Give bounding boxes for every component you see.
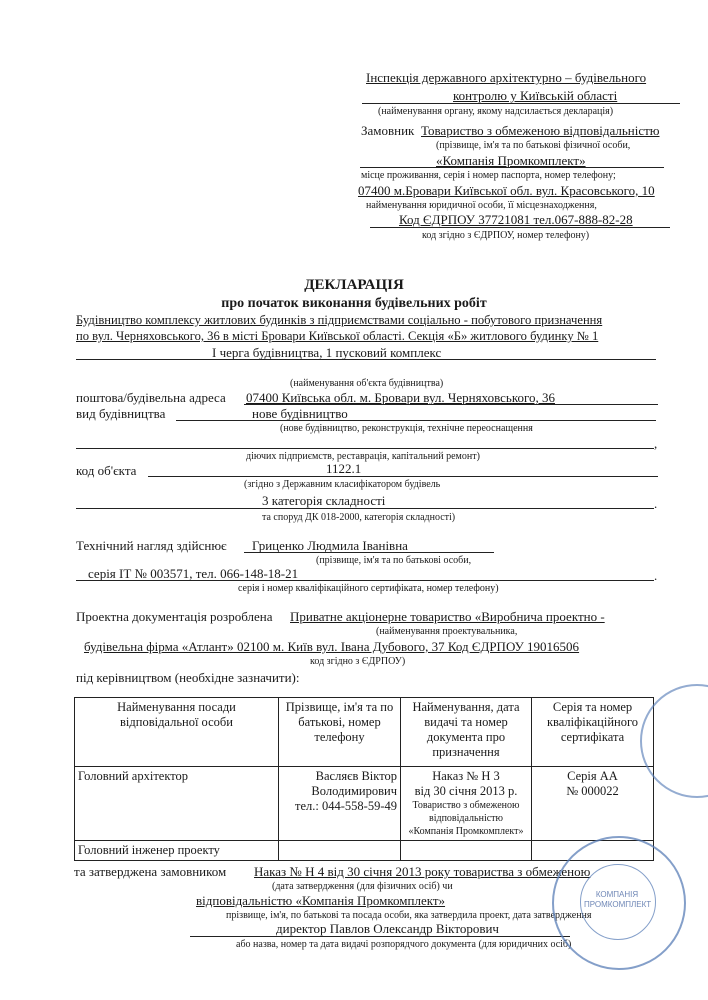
stamp-text: КОМПАНІЯ ПРОМКОМПЛЕКТ (584, 890, 652, 909)
object-line2: по вул. Черняховського, 36 в місті Бровари Київської області. Секція «Б» житлового будинку № 1 (76, 329, 599, 343)
table-header-position: Найменування посади відповідальної особи (75, 698, 279, 767)
kind-label: вид будівництва (76, 406, 166, 421)
supervision-value: Гриценко Людмила Іванівна (252, 538, 408, 553)
supervision-label: Технічний нагляд здійснює (76, 538, 227, 553)
project-guidance: під керівництвом (необхідне зазначити): (76, 670, 300, 685)
code-value: 1122.1 (326, 461, 362, 476)
postal-value: 07400 Київська обл. м. Бровари вул. Черняховського, 36 (246, 390, 555, 405)
category-value: 3 категорія складності (262, 493, 386, 508)
row1-phone: тел.: 044-558-59-49 (295, 799, 397, 813)
underline (148, 476, 658, 477)
table-header-name: Прізвище, ім'я та по батькові, номер телефону (279, 698, 401, 767)
object-line3: І черга будівництва, 1 пусковий комплекс (212, 345, 442, 360)
row1-doc2: від 30 січня 2013 р. (414, 784, 518, 798)
underline (190, 936, 570, 937)
row1-doc3: Товариство з обмеженою (412, 800, 520, 811)
postal-label: поштова/будівельна адреса (76, 390, 226, 405)
authority-line1: Інспекція державного архітектурно – будівельного (366, 70, 647, 85)
supervision-hint2: серія і номер кваліфікаційного сертифіката, номер телефону) (238, 583, 499, 594)
doc-subtitle: про початок виконання будівельних робіт (221, 296, 487, 311)
project-value2: будівельна фірма «Атлант» 02100 м. Київ вул. Івана Дубового, 37 Код ЄДРПОУ 19016506 (84, 639, 580, 654)
comma: , (654, 436, 658, 451)
table-header-document: Найменування, дата видачі та номер документа про призначення (401, 698, 532, 767)
customer-value2: «Компанія Промкомплект» (436, 153, 586, 168)
row1-document-cell (401, 767, 532, 841)
supervision-cert: серія ІТ № 003571, тел. 066-148-18-21 (88, 566, 299, 581)
doc-title: ДЕКЛАРАЦІЯ (304, 277, 404, 293)
underline (76, 580, 654, 581)
approval-hint2: прізвище, ім'я, по батькові та посада особи, яка затвердила проект, дата затвердження (226, 910, 592, 921)
company-stamp (552, 836, 686, 970)
period: . (654, 568, 658, 583)
approval-value3: директор Павлов Олександр Вікторович (276, 921, 499, 936)
kind-hint2: діючих підприємств, реставрація, капітальний ремонт) (246, 451, 480, 462)
underline (360, 167, 664, 168)
code-label: код об'єкта (76, 463, 137, 478)
row1-doc4: відповідальністю (428, 813, 503, 824)
code-hint: (згідно з Державним класифікатором будівель (244, 479, 441, 490)
supervision-hint1: (прізвище, ім'я та по батькові особи, (316, 555, 472, 566)
period: . (654, 496, 658, 511)
customer-label: Замовник (361, 123, 415, 138)
customer-value: Товариство з обмеженою відповідальністю (421, 123, 660, 138)
row1-name-cell (279, 767, 401, 841)
row1-cert2: № 000022 (566, 784, 619, 798)
underline (370, 227, 670, 228)
project-hint1: (найменування проектувальника, (376, 626, 518, 637)
code-hint: код згідно з ЄДРПОУ, номер телефону) (422, 230, 590, 241)
authority-hint: (найменування органу, якому надсилається декларація) (378, 106, 614, 117)
row1-name1: Васляєв Віктор (315, 769, 397, 783)
category-hint: та споруд ДК 018-2000, категорія складності) (262, 512, 456, 523)
object-hint: (найменування об'єкта будівництва) (290, 378, 444, 389)
kind-value: нове будівництво (252, 406, 348, 421)
approval-label: та затверджена замовником (74, 864, 227, 879)
row1-cert1: Серія АА (567, 769, 618, 783)
approval-value2: відповідальністю «Компанія Промкомплект» (196, 893, 446, 908)
code-value: Код ЄДРПОУ 37721081 тел.067-888-82-28 (399, 212, 633, 227)
row1-name2: Володимирович (311, 784, 397, 798)
address-value: 07400 м.Бровари Київської обл. вул. Красовського, 10 (358, 183, 655, 198)
customer-hint2: місце проживання, серія і номер паспорта, номер телефону; (361, 170, 616, 181)
underline (362, 103, 680, 104)
kind-hint: (нове будівництво, реконструкція, технічне переоснащення (280, 423, 533, 434)
project-label: Проектна документація розроблена (76, 609, 273, 624)
table-header-row (75, 698, 654, 767)
project-value1: Приватне акціонерне товариство «Виробнича проектно - (290, 609, 605, 624)
approval-hint3: або назва, номер та дата видачі розпорядчого документа (для юридичних осіб) (236, 939, 572, 950)
table-header-certificate: Серія та номер кваліфікаційного сертифіката (532, 698, 654, 767)
responsible-persons-table (74, 697, 654, 861)
object-line1: Будівництво комплексу житлових будинків з підприємствами соціально - побутового призначення (76, 313, 603, 327)
row1-doc5: «Компанія Промкомплект» (408, 826, 524, 837)
address-hint: найменування юридичної особи, її місцезнаходження, (366, 200, 597, 211)
approval-value: Наказ № Н 4 від 30 січня 2013 року товариства з обмеженою (254, 864, 591, 879)
table-row (75, 767, 654, 841)
underline (176, 420, 656, 421)
project-hint2: код згідно з ЄДРПОУ) (310, 656, 406, 667)
underline (76, 359, 656, 360)
underline (76, 448, 654, 449)
row1-position: Головний архітектор (75, 767, 279, 841)
underline (244, 552, 494, 553)
underline (76, 508, 654, 509)
row2-position: Головний інженер проекту (75, 841, 279, 861)
customer-hint1: (прізвище, ім'я та по батькові фізичної особи, (436, 140, 631, 151)
table-row (75, 841, 654, 861)
authority-line2: контролю у Київській області (453, 88, 618, 103)
row1-doc1: Наказ № Н 3 (432, 769, 500, 783)
row1-cert-cell (532, 767, 654, 841)
underline (244, 404, 658, 405)
approval-hint1: (дата затвердження (для фізичних осіб) чи (272, 881, 453, 892)
